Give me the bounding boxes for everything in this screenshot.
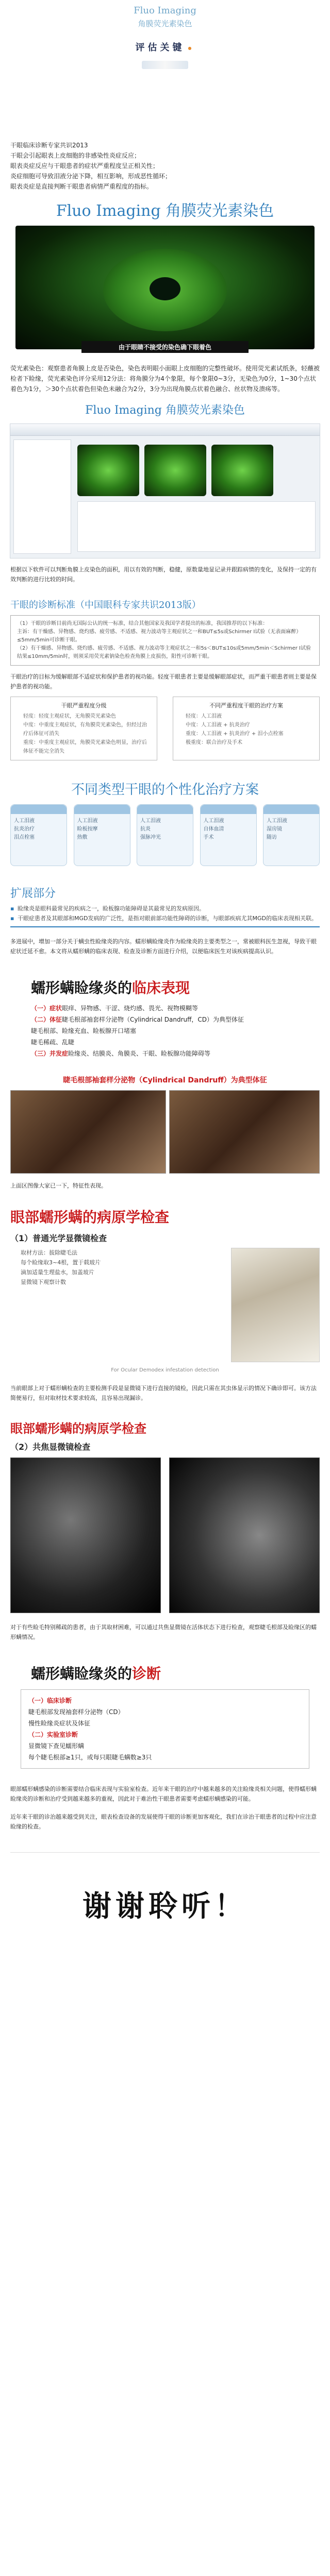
mite-micrograph [231, 1248, 320, 1362]
header-title-en: Fluo Imaging [134, 5, 196, 16]
exam-step: 滴加适量生理盐水，加盖玻片 [21, 1269, 94, 1276]
divider [10, 926, 320, 927]
clinical-item: （三）并发症睑缘炎、结膜炎、角膜炎、干眼、睑板腺功能障碍等 [31, 1050, 211, 1057]
confocal-image [10, 1458, 161, 1613]
clinical-item: （一）症状眼痒、异物感、干涩、烧灼感、畏光、视物模糊等 [31, 1005, 199, 1012]
extension-bullets [10, 904, 320, 923]
criteria-head: （一）临床诊断 [28, 1697, 72, 1704]
header-title-cn: 角膜荧光素染色 [138, 19, 192, 28]
pupil-shape [150, 277, 180, 300]
clinical-item: （二）体征睫毛根部袖套样分泌物（Cylindrical Dandruff，CD）为典型体征 [31, 1016, 244, 1023]
microscope-exam-subtitle: （1）普通光学显微镜检查 [10, 1233, 107, 1243]
severity-columns [10, 697, 320, 760]
fluorescein-eye-photo [15, 226, 315, 349]
thanks-text: 谢谢聆听！ [82, 1890, 248, 1923]
demodex-clinical-title: 蠕形螨睑缘炎的临床表现 [31, 979, 190, 996]
intro-line: 炎症细胞可导致泪液分泌下降，相互影响，形成恶性循环； [10, 173, 172, 180]
closing-paragraph: 近年来干眼的诊治越来越受到关注，眼表检查设备的发展使得干眼的诊断更加客观化，我们在诊治干眼患者的过程中应注意睑缘的检查。 [10, 1814, 317, 1830]
plan-card: 人工泪液 睑板按摩 热敷 [74, 804, 130, 866]
dot-icon: ● [188, 45, 195, 50]
eyelash-photo [169, 1090, 320, 1174]
software-description: 根据以下软件可以判断角膜上皮染色的面积，用以有效的判断，稳健，原数量地显记录并跟踪病情的变化，及保持一定的有效判断的进行比较的时间。 [10, 566, 317, 583]
stained-cornea-image [77, 445, 139, 496]
extension-paragraph: 多进展中，增加一部分关于螨虫性睑缘炎的内容。蠕形螨睑缘炎作为睑缘炎的主要类型之一，常被眼科医生忽视，导致干眼症状迁延不愈。本文将从蠕形螨的临床表现、检查及诊断方面进行介绍，以便临床医生对该疾病提高认识。 [10, 938, 317, 955]
stained-cornea-image [211, 445, 273, 496]
cd-sign-title: 睫毛根部袖套样分泌物（Cylindrical Dandruff）为典型体征 [63, 1076, 267, 1084]
diagnosis-item: （1）干眼的诊断目前尚无国际公认的统一标准，结合其他国家及我国学者提出的标准，我国推荐的以下标准： [17, 621, 268, 626]
severity-item: 轻度：轻度主观症状，无角膜荧光素染色 [23, 714, 116, 719]
diagnosis-title: 干眼的诊断标准（中国眼科专家共识2013版） [10, 600, 201, 611]
analysis-software-screenshot [10, 423, 320, 558]
divider [10, 1852, 320, 1853]
intro-line: 眼表炎症是直接判断干眼患者病情严重程度的指标。 [10, 183, 153, 190]
diagnosis-criteria-box [21, 1689, 309, 1769]
cd-photo-row [10, 1090, 320, 1174]
plan-card: 人工泪液 湿房镜 随访 [263, 804, 320, 866]
fluo-description: 荧光素染色：观察患者角膜上皮是否染色，染色表明眼小面眼上皮细胞的完整性破坏。使用荧光素试纸条，轻蘸被检者下睑缘，荧光素染色评分采用12分法：将角膜分为4个象限，每个象限0~3分，无染色为0分，1~30个点状着色为1分，＞30个点状着色但染色未融合为2分，3分为出现角膜点状着色融合、丝状物及溃疡等。 [10, 365, 320, 393]
exam-description: 当前眼部上对于蠕形螨检查的主要检测手段是显微镜下进行直接的镜检，因此只需在其虫体显示的情况下确诊即可。该方法简便易行，但对取材技术要求较高，且容易出现漏诊。 [10, 1385, 317, 1401]
treatment-item: 极重度：联合治疗及手术 [186, 740, 242, 745]
treatment-goal-text: 干眼治疗的目标为缓解眼部不适症状和保护患者的视功能。轻度干眼患者主要是缓解眼部症状，而严重干眼患者则主要是保护患者的视功能。 [10, 673, 317, 690]
eye-photo-caption: 由于眼睛不接受的染色确下眼着色 [81, 341, 249, 353]
severity-item: 中度：中重度主观症状，有角膜荧光素染色，但经过治疗后体征可消失 [23, 722, 147, 737]
confocal-image [169, 1458, 320, 1613]
plan-card: 人工泪液 抗炎治疗 泪点栓塞 [10, 804, 67, 866]
intro-line: 干眼临床诊断专家共识2013 [10, 142, 88, 149]
intro-line: 眼表炎症反应与干眼患者的症状严重程度呈正相关性； [10, 162, 159, 170]
treatment-plan-box [173, 697, 320, 760]
intro-line: 干眼会引起眼表上皮细胞的非感染性炎症反应； [10, 152, 141, 159]
diagnosis-item: 主诉：有干燥感、异物感、烧灼感、疲劳感、不适感、视力波动等主观症状之一和BUT≤5s或Schirmer I试验（无表面麻醉）≤5mm/5min可诊断干眼。 [17, 629, 302, 643]
treatment-item: 重度：人工泪液 + 抗炎治疗 + 泪小点栓塞 [186, 731, 284, 737]
confocal-subtitle: （2）共焦显微镜检查 [10, 1442, 91, 1452]
diagnosis-item: （2）有干燥感、异物感、烧灼感、疲劳感、不适感、视力波动等主观症状之一和5s＜BUT≤10s或5mm/5min＜Schirmer I试验结果≤10mm/5min时，则须采用荧光素钠染色检查角膜上皮损伤，阳性可诊断干眼。 [17, 646, 311, 659]
pathogen-exam-title: 眼部蠕形螨的病原学检查 [10, 1209, 170, 1226]
plan-card: 人工泪液 抗炎 强脉冲光 [137, 804, 193, 866]
figure-note: For Ocular Demodex infestation detection [111, 1367, 219, 1373]
eyelash-photo [10, 1090, 166, 1174]
software-toolbar [10, 424, 320, 436]
header-subtitle: 评估关键 ● [135, 42, 195, 53]
plan-card: 人工泪液 自体血清 手术 [200, 804, 257, 866]
exam-step: 每个睑缘取3~4根，置于载玻片 [21, 1259, 101, 1266]
closing-paragraph: 眼部蠕形螨感染的诊断需要结合临床表现与实验室检查。近年来干眼的治疗中越来越多的关注睑缘炎相关问题，使得蠕形螨睑缘炎的诊断和治疗受到越来越多的重视，因此对于难治性干眼患者需要考虑蠕形螨感染的可能。 [10, 1786, 317, 1802]
plan-flow [10, 804, 320, 866]
criteria-item: 显微镜下查见蠕形螨 [28, 1742, 85, 1750]
clinical-list [31, 1003, 299, 1059]
treatment-plan-head: 不同严重程度干眼的治疗方案 [209, 702, 283, 709]
header-badge [142, 61, 188, 69]
photo-caption-text: 上面区图像大家已一下，特征性表现。 [10, 1182, 107, 1189]
pathogen-exam-title-2: 眼部蠕形螨的病原学检查 [10, 1421, 146, 1436]
clinical-item: 睫毛根部、睑缘充血、睑板腺开口堵塞 [31, 1027, 137, 1035]
intro-block [0, 140, 330, 192]
diagnosis-standards-box [10, 615, 320, 666]
treatment-item: 轻度：人工泪液 [186, 714, 222, 719]
extension-item: ▪ 干眼症患者及其眼部和MGD发病的广泛性，是指对眼前部功能性障碍的诊断，与眼部疾病尤其MGD的临床表现相关联。 [10, 913, 320, 923]
severity-item: 重度：中重度主观症状，角膜荧光素染色明显，治疗后体征不能完全消失 [23, 740, 147, 754]
software-sidebar [13, 439, 71, 554]
extension-item: ▪ 睑缘炎是眼科最常见的疾病之一，睑板腺功能障碍是其最常见的发病原因。 [10, 904, 320, 913]
exam-step: 取材方法：拔除睫毛法 [21, 1249, 77, 1256]
criteria-item: 睫毛根部发现袖套样分泌物（CD） [28, 1708, 124, 1716]
software-result-panel [77, 501, 316, 552]
criteria-head: （二）实验室诊断 [28, 1731, 78, 1738]
personalized-plan-title: 不同类型干眼的个性化治疗方案 [71, 782, 259, 798]
criteria-item: 慢性睑缘炎症状及体征 [28, 1720, 91, 1727]
section-title-fluo-2: Fluo Imaging 角膜荧光素染色 [85, 404, 245, 417]
section-title-fluo: Fluo Imaging 角膜荧光素染色 [56, 202, 274, 220]
demodex-diagnosis-title: 蠕形螨睑缘炎的诊断 [31, 1665, 161, 1682]
stained-cornea-image [144, 445, 206, 496]
severity-grading-head: 干眼严重程度分级 [61, 702, 107, 709]
exam-step: 显微镜下观察计数 [21, 1279, 66, 1285]
treatment-item: 中度：人工泪液 + 抗炎治疗 [186, 722, 250, 728]
extension-title: 扩展部分 [10, 887, 56, 900]
criteria-item: 每个睫毛根部≥1只，或每只眼睫毛螨数≥3只 [28, 1754, 152, 1761]
severity-grading-box [10, 697, 157, 760]
header [0, 0, 330, 113]
confocal-description: 对于有些睑毛特别稀疏的患者，由于其取材困难，可以通过共焦显微镜在活体状态下进行检查，观察睫毛根部及睑缘区的蠕形螨情况。 [10, 1624, 317, 1640]
clinical-item: 睫毛稀疏、乱睫 [31, 1039, 75, 1046]
